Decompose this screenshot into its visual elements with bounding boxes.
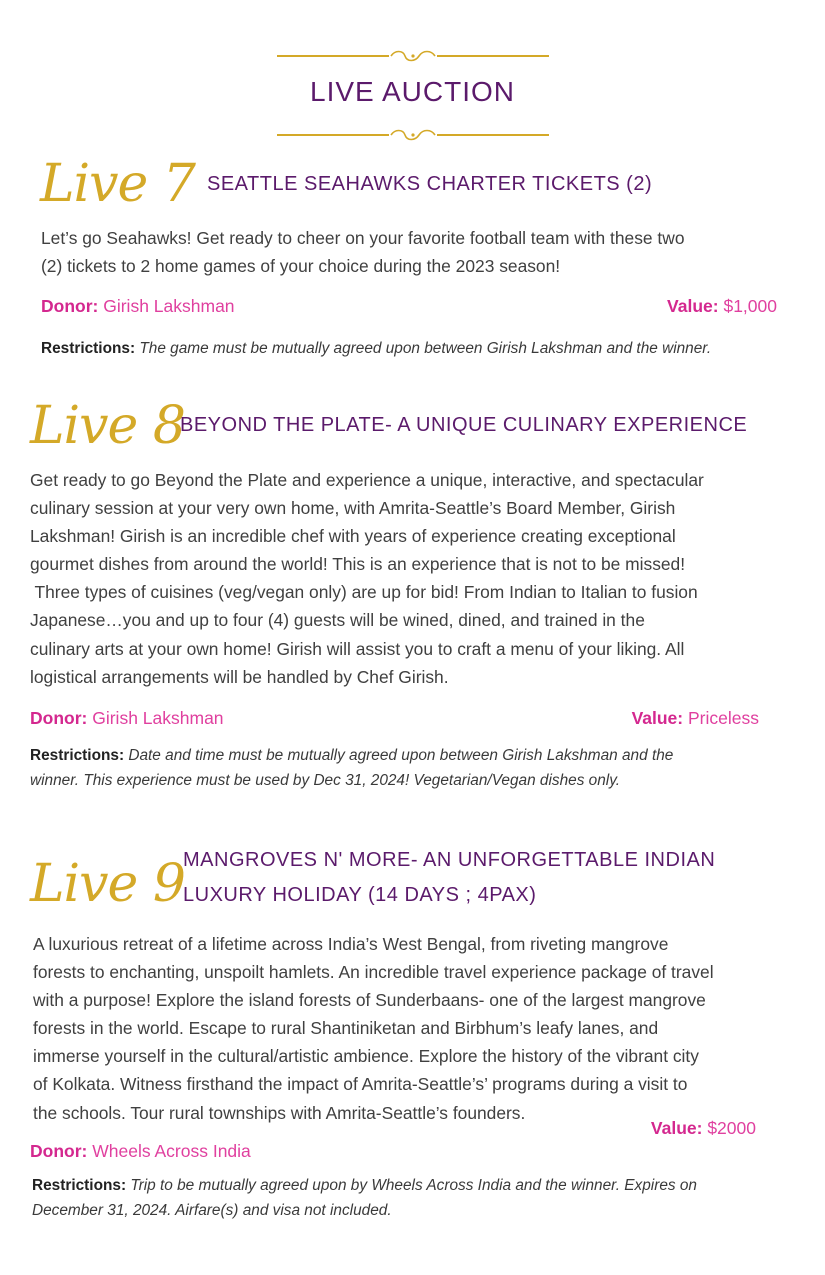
item-title-line-1: MANGROVES N' MORE- AN UNFORGETTABLE INDIAN — [183, 849, 716, 871]
item-title-line-2: LUXURY HOLIDAY (14 DAYS ; 4PAX) — [183, 884, 537, 906]
value-line: Value: Priceless — [631, 708, 759, 728]
lot-number: Live 9 — [30, 854, 185, 914]
value-line: Value: $2000 — [650, 1118, 756, 1138]
restrictions: Restrictions: Date and time must be mutually agreed upon between Girish Lakshman and the winner. This experience must be used by Dec 31, 2024! Vegetarian/Vegan dishes only. — [30, 747, 674, 789]
page-title: LIVE AUCTION — [310, 76, 515, 107]
item-description: Get ready to go Beyond the Plate and experience a unique, interactive, and spectacular culinary session at your very own home, with Amrita-Seattle’s Board Member, Girish Lakshman! Girish is an incredible chef with years of experience creating exceptional gourmet dishes from around the world! This is an experience that is not to be missed! Three types of cuisines (veg/vegan only) are up for bid! From Indian to Italian to fusion Japanese…you and up to four (4) guests will be wined, dined, and trained in the culinary arts at your own home! Girish will assist you to craft a menu of your liking. All logistical arrangements will be handled by Chef Girish. — [30, 470, 704, 687]
bottom-ornament — [277, 128, 549, 142]
lot-number: Live 8 — [30, 396, 185, 456]
item-description: A luxurious retreat of a lifetime across India’s West Bengal, from riveting mangrove forests to enchanting, unspoilt hamlets. An incredible travel experience package of travel with a purpose! Explore the island forests of Sunderbaans- one of the largest mangrove forests in the world. Escape to rural Shantiniketan and Birbhum’s leafy lanes, and immerse yourself in the cultural/artistic ambience. Explore the history of the vibrant city of Kolkata. Witness firsthand the impact of Amrita-Seattle’s’ programs during a visit to the schools. Tour rural townships with Amrita-Seattle’s founders. — [33, 934, 714, 1123]
item-description: Let’s go Seahawks! Get ready to cheer on your favorite football team with these two (2) tickets to 2 home games of your choice during the 2023 season! — [41, 228, 685, 277]
donor-name: Girish Lakshman — [92, 708, 224, 728]
item-title: BEYOND THE PLATE- A UNIQUE CULINARY EXPERIENCE — [180, 414, 748, 436]
item-title: SEATTLE SEAHAWKS CHARTER TICKETS (2) — [207, 173, 653, 195]
donor-line: Donor: Girish Lakshman — [30, 708, 224, 728]
item-value: $2000 — [707, 1118, 756, 1138]
donor-name: Wheels Across India — [92, 1141, 251, 1161]
donor-line: Donor: Girish Lakshman — [41, 296, 235, 316]
restrictions: Restrictions: Trip to be mutually agreed upon by Wheels Across India and the winner. Expires on December 31, 2024. Airfare(s) and visa not included. — [32, 1177, 697, 1219]
donor-name: Girish Lakshman — [103, 296, 235, 316]
restrictions: Restrictions: The game must be mutually agreed upon between Girish Lakshman and the winner. — [41, 340, 712, 357]
top-ornament — [277, 49, 549, 63]
item-value: $1,000 — [723, 296, 777, 316]
value-line: Value: $1,000 — [667, 296, 777, 316]
item-value: Priceless — [688, 708, 759, 728]
donor-line: Donor: Wheels Across India — [30, 1141, 251, 1161]
lot-number: Live 7 — [40, 154, 195, 214]
